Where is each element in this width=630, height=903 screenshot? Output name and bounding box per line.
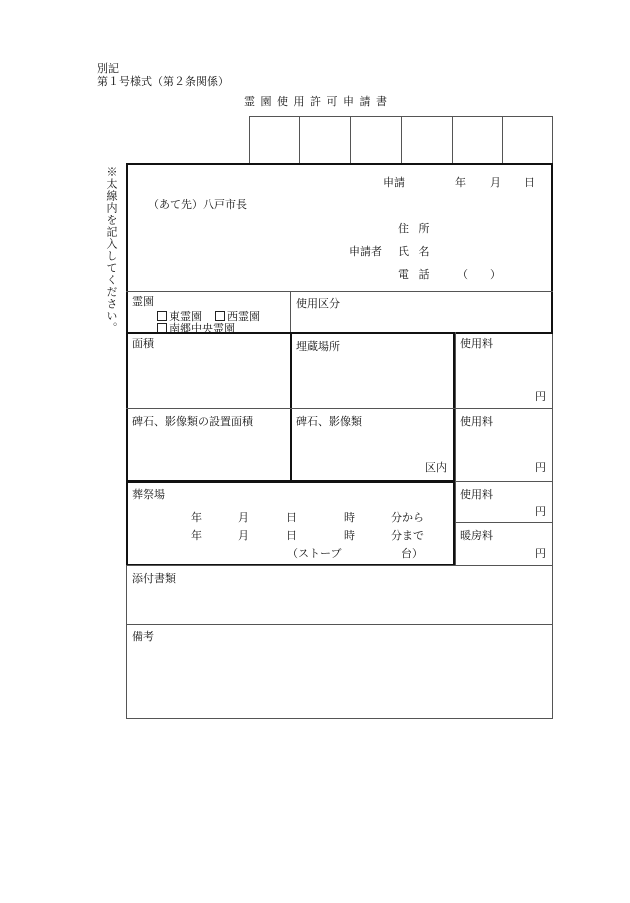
remarks-label: 備考 (132, 630, 154, 643)
divider (455, 522, 553, 523)
start-hour: 時 (344, 511, 355, 524)
divider (126, 408, 553, 409)
stamp-cell[interactable] (401, 116, 453, 164)
funeral-hall-label: 葬祭場 (132, 488, 165, 501)
end-month: 月 (238, 529, 249, 542)
attachments-label: 添付書類 (132, 572, 176, 585)
start-month: 月 (238, 511, 249, 524)
divider (455, 332, 456, 566)
stove-label: （ストーブ (287, 547, 342, 560)
stamp-cell[interactable] (452, 116, 503, 164)
divider (290, 291, 291, 333)
funeral-fee-label: 使用料 (460, 488, 493, 501)
end-hour: 時 (344, 529, 355, 542)
stove-unit: 台） (401, 547, 423, 560)
stamp-cell[interactable] (502, 116, 553, 164)
cemetery-label: 霊園 (132, 295, 154, 308)
end-day: 日 (286, 529, 297, 542)
date-month-label: 月 (490, 176, 501, 189)
start-day: 日 (286, 511, 297, 524)
betsuki-label: 別記 (97, 62, 119, 75)
ward-label: 区内 (425, 461, 447, 474)
end-minute: 分まで (391, 529, 424, 542)
monument-fee-yen: 円 (535, 461, 546, 474)
divider (126, 291, 553, 292)
date-day-label: 日 (524, 176, 535, 189)
form-title: 霊 園 使 用 許 可 申 請 書 (244, 95, 388, 108)
monument-type-label: 碑石、影像類 (296, 415, 362, 428)
form-number: 第１号様式（第２条関係） (97, 75, 229, 88)
area-fee-yen: 円 (535, 390, 546, 403)
stamp-cell[interactable] (249, 116, 300, 164)
addressee-label: （あて先）八戸市長 (148, 198, 247, 211)
divider (455, 481, 553, 482)
monument-fee-label: 使用料 (460, 415, 493, 428)
name-label: 氏 名 (398, 245, 433, 258)
date-application-label: 申請 (383, 176, 405, 189)
divider (290, 332, 455, 482)
start-year: 年 (191, 511, 202, 524)
burial-place-label: 埋蔵場所 (296, 340, 340, 353)
usage-category-label: 使用区分 (296, 297, 340, 310)
heating-fee-label: 暖房料 (460, 529, 493, 542)
phone-label: 電 話 (398, 268, 433, 281)
divider (126, 624, 553, 625)
funeral-fee-yen: 円 (535, 505, 546, 518)
heating-fee-yen: 円 (535, 547, 546, 560)
monument-area-label: 碑石、影像類の設置面積 (132, 415, 253, 428)
applicant-label: 申請者 (349, 245, 382, 258)
phone-parens: （ ） (457, 268, 501, 281)
address-label: 住 所 (398, 222, 433, 235)
stamp-cell[interactable] (350, 116, 402, 164)
area-fee-label: 使用料 (460, 337, 493, 350)
divider (126, 565, 553, 566)
option-label: 東霊園 (169, 310, 202, 323)
start-minute: 分から (391, 511, 424, 524)
date-year-label: 年 (455, 176, 466, 189)
stamp-cell[interactable] (299, 116, 351, 164)
area-label: 面積 (132, 337, 154, 350)
option-label: 西霊園 (227, 310, 260, 323)
option-label: 南郷中央霊園 (169, 322, 235, 335)
side-instruction-note: ※太線内を記入してください。 (105, 166, 118, 334)
end-year: 年 (191, 529, 202, 542)
